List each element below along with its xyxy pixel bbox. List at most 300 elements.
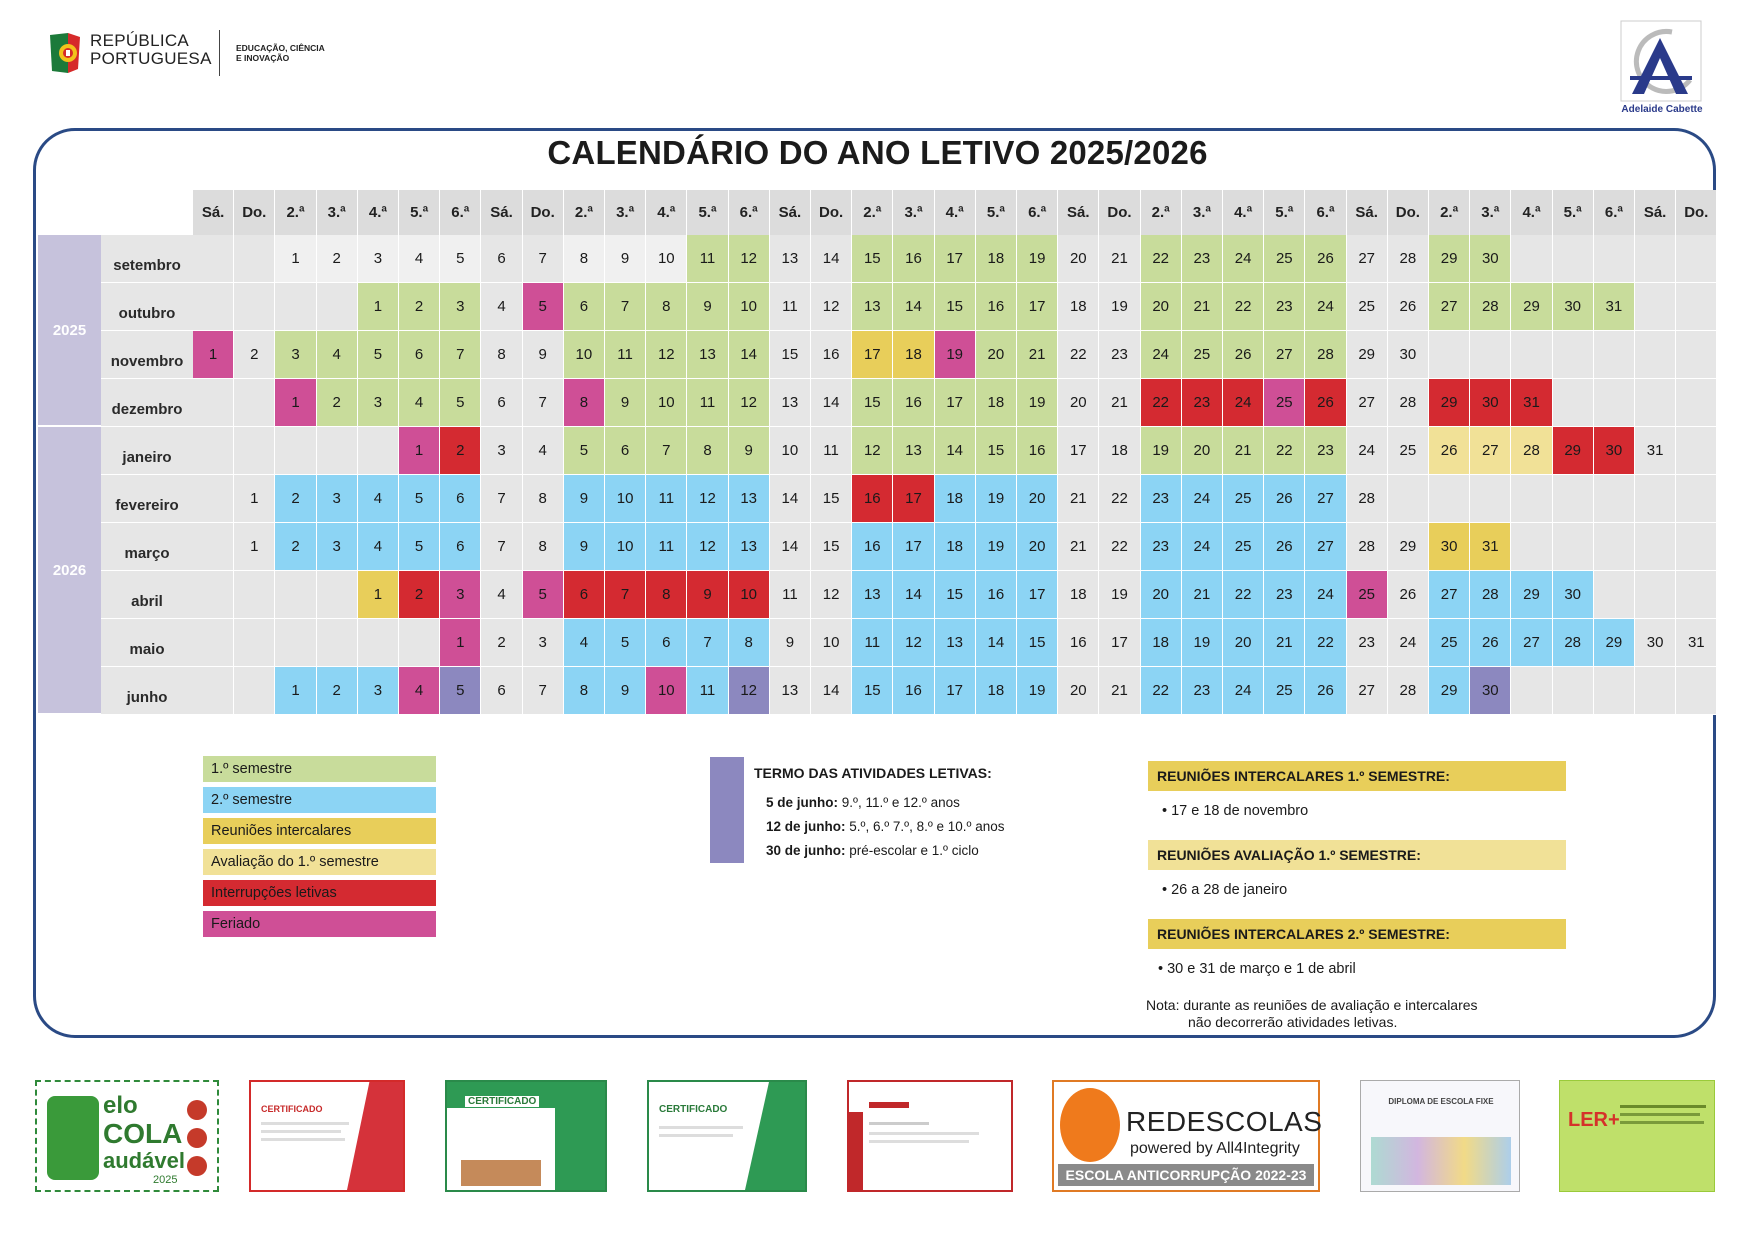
day-cell: 31	[1594, 283, 1635, 331]
day-header: 4.ª	[1223, 190, 1264, 235]
day-cell: 17	[935, 379, 976, 427]
empty-cell	[1553, 331, 1594, 379]
day-cell: 3	[481, 427, 522, 475]
empty-cell	[275, 571, 316, 619]
certificate-photo	[461, 1160, 541, 1186]
empty-cell	[1635, 331, 1676, 379]
meeting-header: REUNIÕES INTERCALARES 2.º SEMESTRE:	[1148, 919, 1566, 949]
certificate-logo-bar	[869, 1102, 909, 1108]
empty-cell	[1676, 475, 1717, 523]
meeting-item: • 17 e 18 de novembro	[1162, 803, 1309, 819]
day-header: 4.ª	[1511, 190, 1552, 235]
month-label: dezembro	[101, 379, 193, 427]
day-cell: 21	[1099, 235, 1140, 283]
day-cell: 29	[1429, 379, 1470, 427]
legend-item: Interrupções letivas	[203, 880, 436, 906]
day-cell: 20	[1017, 475, 1058, 523]
day-cell: 25	[1182, 331, 1223, 379]
year-label: 2026	[38, 427, 101, 713]
day-cell: 14	[811, 379, 852, 427]
day-cell: 12	[687, 475, 728, 523]
day-cell: 2	[317, 235, 358, 283]
day-cell: 19	[1017, 667, 1058, 715]
day-cell: 10	[770, 427, 811, 475]
day-cell: 25	[1347, 283, 1388, 331]
day-cell: 20	[1058, 235, 1099, 283]
day-cell: 8	[646, 283, 687, 331]
day-cell: 1	[275, 235, 316, 283]
day-cell: 1	[234, 475, 275, 523]
day-cell: 18	[976, 235, 1017, 283]
day-cell: 12	[729, 235, 770, 283]
day-cell: 11	[770, 283, 811, 331]
day-cell: 9	[729, 427, 770, 475]
certificate-badge	[249, 1080, 405, 1192]
day-cell: 20	[1058, 667, 1099, 715]
month-label: novembro	[101, 331, 193, 379]
day-cell: 19	[1017, 235, 1058, 283]
day-cell: 12	[729, 379, 770, 427]
certificate-text-line	[869, 1122, 929, 1125]
day-header: 6.ª	[440, 190, 481, 235]
day-cell: 30	[1470, 667, 1511, 715]
day-cell: 13	[893, 427, 934, 475]
day-cell: 9	[687, 571, 728, 619]
empty-cell	[1635, 283, 1676, 331]
day-cell: 8	[687, 427, 728, 475]
day-cell: 13	[770, 667, 811, 715]
day-header: 6.ª	[1017, 190, 1058, 235]
day-cell: 18	[893, 331, 934, 379]
empty-cell	[1553, 475, 1594, 523]
certificate-badge	[647, 1080, 807, 1192]
day-cell: 22	[1058, 331, 1099, 379]
day-header: 6.ª	[1305, 190, 1346, 235]
day-cell: 1	[275, 379, 316, 427]
diploma-title: DIPLOMA DE ESCOLA FIXE	[1388, 1097, 1494, 1106]
day-cell: 14	[811, 667, 852, 715]
day-cell: 31	[1470, 523, 1511, 571]
termo-line	[766, 795, 960, 810]
day-cell: 25	[1223, 523, 1264, 571]
day-cell: 5	[440, 667, 481, 715]
government-brand	[90, 32, 212, 68]
empty-cell	[358, 619, 399, 667]
day-cell: 30	[1594, 427, 1635, 475]
day-header: Sá.	[1347, 190, 1388, 235]
day-cell: 13	[852, 283, 893, 331]
day-cell: 3	[358, 235, 399, 283]
day-cell: 16	[1058, 619, 1099, 667]
empty-cell	[1594, 571, 1635, 619]
legend-item: Reuniões intercalares	[203, 818, 436, 844]
day-cell: 16	[976, 283, 1017, 331]
day-cell: 6	[564, 283, 605, 331]
month-label: fevereiro	[101, 475, 193, 523]
day-cell: 2	[275, 475, 316, 523]
ministry-line-1: EDUCAÇÃO, CIÊNCIA	[236, 43, 325, 53]
day-cell: 27	[1305, 523, 1346, 571]
day-header: Sá.	[1058, 190, 1099, 235]
day-cell: 27	[1264, 331, 1305, 379]
day-cell: 14	[893, 571, 934, 619]
termo-title: TERMO DAS ATIVIDADES LETIVAS:	[754, 765, 992, 781]
day-cell: 9	[770, 619, 811, 667]
day-cell: 1	[358, 283, 399, 331]
day-cell: 1	[234, 523, 275, 571]
day-cell: 13	[770, 379, 811, 427]
day-cell: 6	[440, 475, 481, 523]
day-cell: 2	[481, 619, 522, 667]
day-cell: 13	[852, 571, 893, 619]
day-cell: 3	[440, 283, 481, 331]
day-cell: 4	[564, 619, 605, 667]
day-cell: 18	[935, 475, 976, 523]
award-icon	[187, 1100, 207, 1120]
empty-cell	[193, 619, 234, 667]
day-cell: 26	[1429, 427, 1470, 475]
day-header: 2.ª	[275, 190, 316, 235]
day-cell: 23	[1264, 283, 1305, 331]
day-cell: 6	[605, 427, 646, 475]
day-cell: 26	[1223, 331, 1264, 379]
day-header: 4.ª	[358, 190, 399, 235]
day-cell: 28	[1305, 331, 1346, 379]
day-cell: 16	[852, 475, 893, 523]
termo-text: 5.º, 6.º 7.º, 8.º e 10.º anos	[845, 819, 1005, 834]
day-cell: 6	[440, 523, 481, 571]
empty-cell	[1635, 571, 1676, 619]
empty-cell	[234, 235, 275, 283]
day-cell: 28	[1347, 475, 1388, 523]
selo-word-1: elo	[103, 1092, 138, 1119]
day-cell: 16	[811, 331, 852, 379]
day-cell: 9	[523, 331, 564, 379]
day-cell: 4	[481, 571, 522, 619]
day-cell: 25	[1223, 475, 1264, 523]
day-cell: 12	[811, 571, 852, 619]
empty-cell	[1635, 235, 1676, 283]
empty-cell	[1553, 235, 1594, 283]
day-cell: 17	[935, 235, 976, 283]
day-cell: 12	[811, 283, 852, 331]
day-header: 5.ª	[976, 190, 1017, 235]
day-cell: 7	[646, 427, 687, 475]
day-cell: 5	[399, 523, 440, 571]
empty-cell	[1429, 331, 1470, 379]
empty-cell	[234, 619, 275, 667]
month-label: setembro	[101, 235, 193, 283]
day-header: 4.ª	[935, 190, 976, 235]
day-cell: 22	[1141, 379, 1182, 427]
certificate-title: CERTIFICADO	[261, 1104, 323, 1114]
ministry-name	[236, 43, 325, 63]
day-cell: 19	[976, 523, 1017, 571]
day-cell: 28	[1388, 379, 1429, 427]
day-cell: 4	[358, 475, 399, 523]
day-cell: 15	[976, 427, 1017, 475]
day-cell: 27	[1347, 667, 1388, 715]
redescolas-bar: ESCOLA ANTICORRUPÇÃO 2022-23	[1058, 1164, 1314, 1186]
day-cell: 27	[1429, 283, 1470, 331]
day-cell: 7	[440, 331, 481, 379]
empty-cell	[193, 379, 234, 427]
day-header: Do.	[523, 190, 564, 235]
day-cell: 12	[687, 523, 728, 571]
day-cell: 27	[1511, 619, 1552, 667]
day-cell: 5	[440, 235, 481, 283]
day-cell: 23	[1264, 571, 1305, 619]
selo-escola-saudavel-badge	[35, 1080, 219, 1192]
day-cell: 15	[852, 379, 893, 427]
day-header: Sá.	[770, 190, 811, 235]
day-cell: 28	[1553, 619, 1594, 667]
day-cell: 21	[1058, 523, 1099, 571]
certificate-text-line	[1620, 1113, 1700, 1116]
day-cell: 3	[275, 331, 316, 379]
brand-line-2: PORTUGUESA	[90, 49, 212, 68]
legend-item: Avaliação do 1.º semestre	[203, 849, 436, 875]
day-cell: 8	[564, 379, 605, 427]
meeting-item: • 30 e 31 de março e 1 de abril	[1158, 961, 1356, 977]
school-name: Adelaide Cabette	[1621, 104, 1703, 115]
empty-cell	[317, 283, 358, 331]
day-cell: 7	[605, 571, 646, 619]
day-header: Sá.	[1635, 190, 1676, 235]
empty-cell	[1511, 475, 1552, 523]
day-cell: 7	[605, 283, 646, 331]
empty-cell	[1676, 571, 1717, 619]
day-cell: 22	[1141, 235, 1182, 283]
day-cell: 29	[1511, 571, 1552, 619]
day-cell: 2	[317, 667, 358, 715]
termo-line	[766, 843, 979, 858]
day-cell: 28	[1388, 235, 1429, 283]
day-cell: 30	[1635, 619, 1676, 667]
empty-cell	[1594, 379, 1635, 427]
day-cell: 7	[523, 235, 564, 283]
day-cell: 27	[1470, 427, 1511, 475]
day-cell: 14	[770, 523, 811, 571]
day-cell: 9	[605, 235, 646, 283]
legend-item: Feriado	[203, 911, 436, 937]
note	[1146, 997, 1478, 1031]
note-line-2: não decorrerão atividades letivas.	[1188, 1014, 1398, 1030]
day-header: 2.ª	[564, 190, 605, 235]
award-icon	[187, 1128, 207, 1148]
day-cell: 17	[852, 331, 893, 379]
day-cell: 17	[893, 475, 934, 523]
day-cell: 18	[1058, 283, 1099, 331]
empty-cell	[1676, 283, 1717, 331]
day-cell: 19	[1099, 571, 1140, 619]
day-cell: 26	[1264, 523, 1305, 571]
day-cell: 24	[1347, 427, 1388, 475]
empty-cell	[1635, 475, 1676, 523]
day-header: 2.ª	[1141, 190, 1182, 235]
certificate-text-line	[261, 1130, 341, 1133]
day-cell: 23	[1305, 427, 1346, 475]
day-header: 5.ª	[399, 190, 440, 235]
empty-cell	[317, 571, 358, 619]
empty-cell	[1511, 523, 1552, 571]
day-cell: 7	[481, 475, 522, 523]
day-cell: 5	[358, 331, 399, 379]
meeting-header: REUNIÕES INTERCALARES 1.º SEMESTRE:	[1148, 761, 1566, 791]
day-cell: 11	[646, 523, 687, 571]
empty-cell	[358, 427, 399, 475]
day-cell: 24	[1223, 235, 1264, 283]
day-cell: 26	[1388, 283, 1429, 331]
empty-cell	[1553, 667, 1594, 715]
day-cell: 15	[770, 331, 811, 379]
certificate-badge	[445, 1080, 607, 1192]
empty-cell	[193, 523, 234, 571]
selo-year: 2025	[153, 1174, 178, 1186]
day-cell: 14	[976, 619, 1017, 667]
certificate-title: CERTIFICADO	[465, 1096, 539, 1107]
day-cell: 3	[358, 379, 399, 427]
day-header: Sá.	[193, 190, 234, 235]
day-cell: 5	[399, 475, 440, 523]
empty-cell	[193, 235, 234, 283]
empty-cell	[234, 571, 275, 619]
day-cell: 14	[893, 283, 934, 331]
day-cell: 7	[523, 667, 564, 715]
day-cell: 8	[564, 235, 605, 283]
day-cell: 3	[317, 523, 358, 571]
day-cell: 19	[1099, 283, 1140, 331]
certificate-text-line	[869, 1132, 979, 1135]
day-cell: 18	[1141, 619, 1182, 667]
day-cell: 10	[605, 523, 646, 571]
brand-line-1: REPÚBLICA	[90, 31, 190, 50]
empty-cell	[1676, 235, 1717, 283]
day-cell: 25	[1347, 571, 1388, 619]
day-cell: 9	[605, 667, 646, 715]
day-cell: 30	[1470, 235, 1511, 283]
empty-cell	[1676, 523, 1717, 571]
day-cell: 31	[1676, 619, 1717, 667]
day-cell: 28	[1347, 523, 1388, 571]
day-cell: 20	[1141, 571, 1182, 619]
day-cell: 6	[481, 667, 522, 715]
day-cell: 21	[1264, 619, 1305, 667]
day-cell: 26	[1470, 619, 1511, 667]
day-cell: 26	[1264, 475, 1305, 523]
empty-cell	[1676, 379, 1717, 427]
day-cell: 30	[1470, 379, 1511, 427]
day-cell: 13	[770, 235, 811, 283]
day-cell: 27	[1429, 571, 1470, 619]
day-cell: 23	[1182, 667, 1223, 715]
day-cell: 27	[1305, 475, 1346, 523]
day-cell: 23	[1182, 235, 1223, 283]
page-title: CALENDÁRIO DO ANO LETIVO 2025/2026	[547, 134, 1208, 171]
day-cell: 1	[275, 667, 316, 715]
day-cell: 12	[729, 667, 770, 715]
day-cell: 21	[1182, 571, 1223, 619]
meeting-header: REUNIÕES AVALIAÇÃO 1.º SEMESTRE:	[1148, 840, 1566, 870]
day-cell: 2	[399, 571, 440, 619]
empty-cell	[1676, 667, 1717, 715]
certificate-text-line	[1620, 1105, 1706, 1108]
day-cell: 30	[1553, 283, 1594, 331]
redescolas-emblem-icon	[1060, 1088, 1120, 1162]
day-header: 6.ª	[1594, 190, 1635, 235]
redescolas-subtitle: powered by All4Integrity	[1130, 1140, 1300, 1157]
empty-cell	[1676, 427, 1717, 475]
selo-word-2: COLA	[103, 1118, 183, 1149]
day-cell: 29	[1429, 667, 1470, 715]
day-cell: 17	[1099, 619, 1140, 667]
award-icon	[187, 1156, 207, 1176]
day-cell: 3	[523, 619, 564, 667]
day-header: 2.ª	[852, 190, 893, 235]
day-cell: 17	[1058, 427, 1099, 475]
redescolas-badge	[1052, 1080, 1323, 1192]
empty-cell	[1553, 523, 1594, 571]
day-cell: 24	[1305, 571, 1346, 619]
day-header: Do.	[1099, 190, 1140, 235]
day-header: Sá.	[481, 190, 522, 235]
day-cell: 10	[564, 331, 605, 379]
day-cell: 29	[1553, 427, 1594, 475]
day-cell: 5	[605, 619, 646, 667]
empty-cell	[1470, 475, 1511, 523]
day-cell: 2	[234, 331, 275, 379]
day-header: 3.ª	[893, 190, 934, 235]
day-cell: 18	[935, 523, 976, 571]
redescolas-title: REDESCOLAS	[1126, 1106, 1323, 1137]
day-cell: 23	[1182, 379, 1223, 427]
day-cell: 20	[1017, 523, 1058, 571]
day-cell: 4	[481, 283, 522, 331]
meeting-item: • 26 a 28 de janeiro	[1162, 882, 1288, 898]
day-cell: 4	[317, 331, 358, 379]
day-cell: 27	[1347, 379, 1388, 427]
day-cell: 16	[893, 235, 934, 283]
day-cell: 26	[1305, 379, 1346, 427]
day-cell: 15	[811, 475, 852, 523]
empty-cell	[1594, 235, 1635, 283]
republic-emblem	[48, 28, 82, 78]
certificate-text-line	[261, 1122, 349, 1125]
day-cell: 6	[481, 235, 522, 283]
day-cell: 14	[935, 427, 976, 475]
year-label: 2025	[38, 235, 101, 425]
day-cell: 8	[523, 523, 564, 571]
empty-cell	[1511, 235, 1552, 283]
day-cell: 19	[1017, 379, 1058, 427]
empty-cell	[1635, 379, 1676, 427]
day-cell: 2	[440, 427, 481, 475]
empty-cell	[234, 667, 275, 715]
day-header: 3.ª	[605, 190, 646, 235]
day-cell: 11	[770, 571, 811, 619]
day-cell: 19	[976, 475, 1017, 523]
empty-cell	[234, 379, 275, 427]
day-cell: 3	[317, 475, 358, 523]
empty-cell	[234, 283, 275, 331]
day-cell: 29	[1429, 235, 1470, 283]
day-cell: 20	[1141, 283, 1182, 331]
diploma-badge	[1360, 1080, 1520, 1192]
empty-cell	[193, 667, 234, 715]
day-cell: 30	[1429, 523, 1470, 571]
day-cell: 17	[935, 667, 976, 715]
day-cell: 30	[1388, 331, 1429, 379]
